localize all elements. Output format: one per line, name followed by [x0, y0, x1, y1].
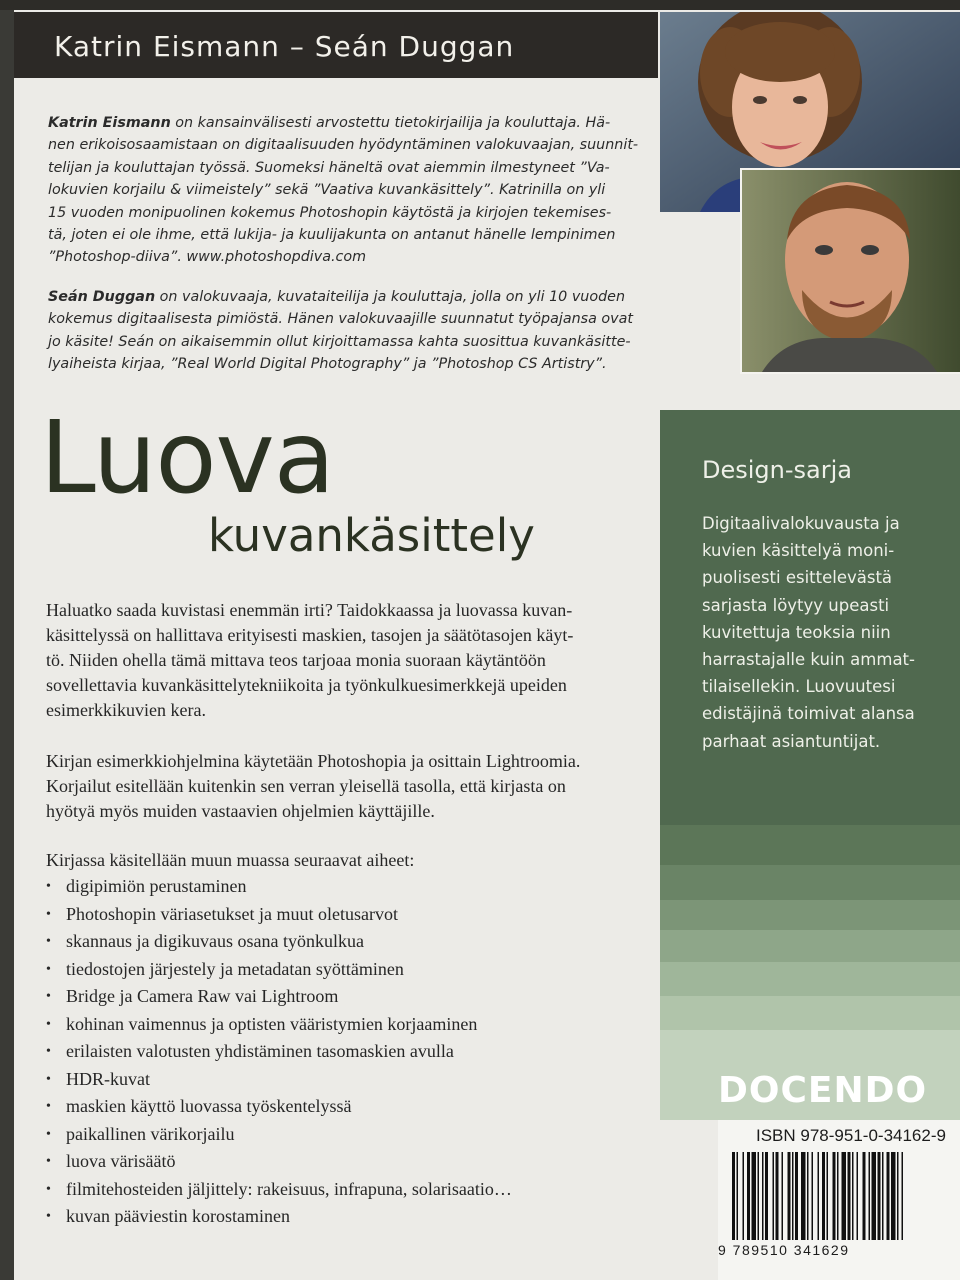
bio-line: ”Photoshop-diiva”. www.photoshopdiva.com — [48, 249, 367, 266]
barcode-bar — [737, 1152, 739, 1240]
text-line: kuvitettuja teoksia niin — [702, 622, 891, 642]
barcode-bar — [887, 1152, 890, 1240]
text-line: käsittelyssä on hallittava erityisesti maskien, tasojen ja säätötasojen käyt- — [46, 625, 574, 645]
text-line: Digitaalivalokuvausta ja — [702, 514, 900, 533]
barcode-box — [718, 1120, 960, 1280]
panel-band — [660, 900, 960, 930]
barcode-bar — [833, 1152, 836, 1240]
barcode-bar — [807, 1152, 809, 1240]
publisher-logo: DOCENDO — [718, 1070, 928, 1111]
text-line: sarjasta löytyy upeasti — [702, 595, 890, 615]
isbn-text: ISBN 978-951-0-34162-9 — [756, 1126, 946, 1145]
barcode-bar — [882, 1152, 884, 1240]
cover-top-edge — [0, 0, 960, 10]
barcode-bar — [758, 1152, 760, 1240]
text-line: tilaisellekin. Luovuutesi — [702, 677, 896, 697]
barcode-bar — [776, 1152, 779, 1240]
barcode-bar — [857, 1152, 859, 1240]
bio-line: lokuvien korjailu & viimeistely” sekä ”Vaativa kuvankäsittely”. Katrinilla on yli — [48, 182, 606, 199]
barcode-number: 9 789510 341629 — [718, 1242, 850, 1258]
book-subtitle: kuvankäsittely — [208, 509, 535, 562]
series-title: Design-sarja — [702, 456, 852, 484]
barcode-bar — [773, 1152, 775, 1240]
bio-line: jo käsite! Seán on aikaisemmin ollut kirjoittamassa kahta suosittua kuvankäsitte- — [48, 333, 631, 350]
barcode-bar — [782, 1152, 784, 1240]
barcode-bar — [812, 1152, 814, 1240]
barcode-bar — [863, 1152, 866, 1240]
bio-line: 15 vuoden monipuolinen kokemus Photoshopin käytöstä ja kirjojen tekemises- — [48, 204, 612, 221]
text-line: Kirjan esimerkkiohjelmina käytetään Photoshopia ja osittain Lightroomia. — [46, 751, 581, 771]
topic-item: • kohinan vaimennus ja optisten vääristymien korjaaminen — [46, 1011, 646, 1039]
text-line: Korjailut esitellään kuitenkin sen verran yleisellä tasolla, että kirjasta on — [46, 776, 566, 796]
topic-list-intro: Kirjassa käsitellään muun muassa seuraavat aiheet: — [46, 850, 415, 870]
description-paragraph-1 — [46, 598, 626, 723]
series-description — [702, 510, 952, 755]
topic-item: • maskien käyttö luovassa työskentelyssä — [46, 1093, 646, 1121]
author-photo-sean — [740, 168, 960, 374]
barcode-icon — [732, 1152, 946, 1242]
barcode-bar — [822, 1152, 825, 1240]
barcode-bar — [848, 1152, 851, 1240]
barcode-bar — [852, 1152, 854, 1240]
barcode-bar — [801, 1152, 806, 1240]
text-line: harrastajalle kuin ammat- — [702, 650, 915, 670]
barcode-bar — [792, 1152, 794, 1240]
text-line: puolisesti esittelevästä — [702, 568, 893, 588]
barcode-bar — [762, 1152, 764, 1240]
barcode-bar — [902, 1152, 904, 1240]
bio-line: kokemus digitaalisesta pimiöstä. Hänen valokuvaajille suunnatut työpajansa ovat — [48, 311, 633, 328]
topic-item: • filmitehosteiden jäljittely: rakeisuus, infrapuna, solarisaatio… — [46, 1176, 646, 1204]
bio-katrin — [48, 112, 648, 269]
panel-band — [660, 865, 960, 900]
book-title: Luova — [40, 399, 334, 516]
topic-item: • luova värisäätö — [46, 1148, 646, 1176]
barcode-bar — [891, 1152, 896, 1240]
barcode-bar — [872, 1152, 877, 1240]
barcode-bar — [827, 1152, 829, 1240]
barcode-bar — [732, 1152, 735, 1240]
bio-katrin-name: Katrin Eismann — [48, 115, 171, 131]
barcode-bar — [752, 1152, 757, 1240]
topic-item: • skannaus ja digikuvaus osana työnkulkua — [46, 928, 646, 956]
text-line: hyötyä myös muiden vastaavien ohjelmien käyttäjille. — [46, 801, 435, 821]
barcode-bar — [795, 1152, 798, 1240]
topic-item: • Photoshopin väriasetukset ja muut oletusarvot — [46, 901, 646, 929]
author-names: Katrin Eismann – Seán Duggan — [54, 30, 515, 63]
bio-sean — [48, 286, 648, 376]
bio-line: on kansainvälisesti arvostettu tietokirjailija ja kouluttaja. Hä- — [170, 115, 611, 131]
topic-list — [46, 873, 646, 1231]
text-line: esimerkkikuvien kera. — [46, 700, 206, 720]
topic-item: • Bridge ja Camera Raw vai Lightroom — [46, 983, 646, 1011]
barcode-bar — [818, 1152, 820, 1240]
topic-item: • erilaisten valotusten yhdistäminen tasomaskien avulla — [46, 1038, 646, 1066]
topic-item: • paikallinen värikorjailu — [46, 1121, 646, 1149]
bio-line: on valokuvaaja, kuvataiteilija ja kouluttaja, jolla on yli 10 vuoden — [155, 289, 626, 305]
panel-band — [660, 962, 960, 996]
barcode-bar — [747, 1152, 750, 1240]
panel-band — [660, 996, 960, 1030]
cover-spine-edge — [0, 0, 14, 1280]
topic-item: • digipimiön perustaminen — [46, 873, 646, 901]
barcode-bar — [788, 1152, 791, 1240]
text-line: kuvien käsittelyä moni- — [702, 541, 895, 561]
bio-line: lyaiheista kirjaa, ”Real World Digital Photography” ja ”Photoshop CS Artistry”. — [48, 356, 607, 373]
barcode-bar — [869, 1152, 871, 1240]
description-paragraph-2 — [46, 749, 626, 824]
text-line: tö. Niiden ohella tämä mittava teos tarjoaa monia suoraan käytäntöön — [46, 650, 546, 670]
barcode-bar — [837, 1152, 839, 1240]
bio-line: nen erikoisosaamistaan on digitaalisuuden hyödyntäminen valokuvaajan, suunnit- — [48, 137, 639, 154]
barcode-bar — [842, 1152, 847, 1240]
barcode-bar — [878, 1152, 881, 1240]
text-line: edistäjinä toimivat alansa — [702, 704, 915, 724]
barcode-bar — [743, 1152, 745, 1240]
bio-line: telijan ja kouluttajan työssä. Suomeksi häneltä ovat aiemmin ilmestyneet ”Va- — [48, 159, 610, 176]
topic-item: • HDR-kuvat — [46, 1066, 646, 1094]
text-line: Haluatko saada kuvistasi enemmän irti? Taidokkaassa ja luovassa kuvan- — [46, 600, 573, 620]
bio-line: tä, joten ei ole ihme, että lukija- ja kuulijakunta on antanut hänelle lempinimen — [48, 227, 616, 244]
topic-item: • tiedostojen järjestely ja metadatan syöttäminen — [46, 956, 646, 984]
topic-item: • kuvan pääviestin korostaminen — [46, 1203, 646, 1231]
text-line: parhaat asiantuntijat. — [702, 731, 881, 751]
barcode-bar — [897, 1152, 899, 1240]
barcode-bar — [765, 1152, 768, 1240]
author-bar — [14, 12, 658, 78]
panel-band — [660, 930, 960, 962]
panel-band — [660, 825, 960, 865]
series-panel — [660, 410, 960, 1120]
text-line: sovellettavia kuvankäsittelytekniikoita ja työnkulkuesimerkkejä upeiden — [46, 675, 567, 695]
bio-sean-name: Seán Duggan — [48, 289, 156, 305]
